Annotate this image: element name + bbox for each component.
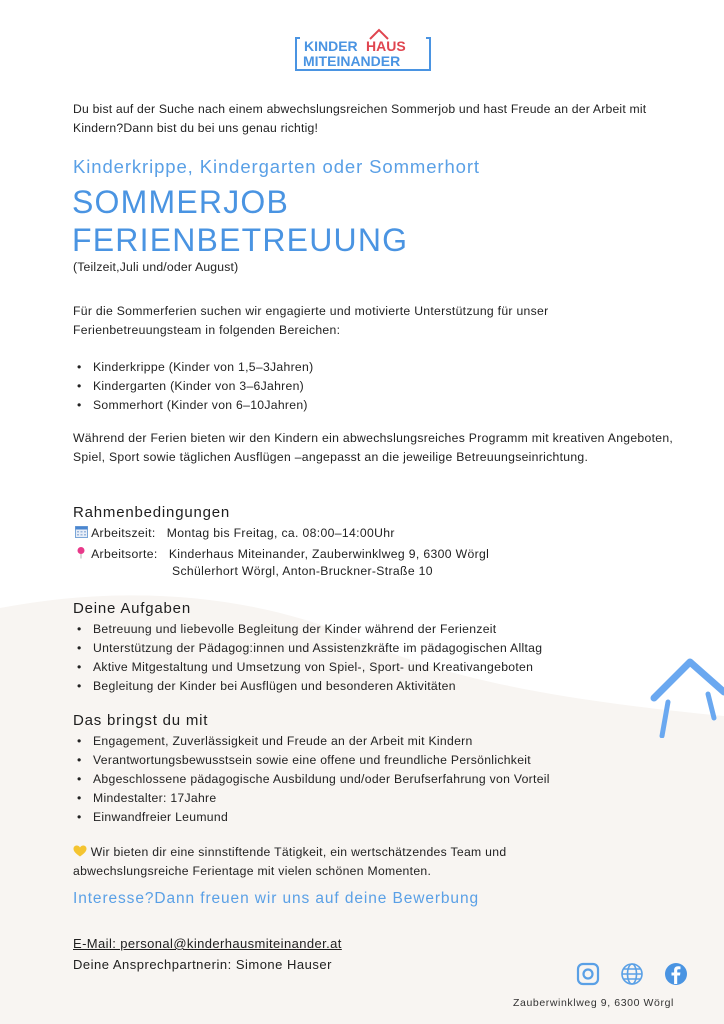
working-hours-label: Arbeitszeit: [91, 526, 156, 540]
instagram-icon[interactable] [576, 962, 600, 986]
svg-text:HAUS: HAUS [366, 38, 406, 54]
contact-person: Deine Ansprechpartnerin: Simone Hauser [73, 957, 332, 972]
heart-icon [73, 845, 87, 857]
offer-text: Wir bieten dir eine sinnstiftende Tätigkeit, ein wertschätzendes Team und abwechslungsreiche Ferientage mit vielen schönen Momenten. [73, 845, 507, 878]
list-item: • Verantwortungsbewusstsein sowie eine offene und freundliche Persönlichkeit [77, 751, 550, 770]
svg-text:MITEINANDER: MITEINANDER [303, 53, 401, 69]
house-icon [648, 658, 724, 738]
svg-text:KINDER: KINDER [304, 38, 358, 54]
list-item: • Mindestalter: 17Jahre [77, 789, 550, 808]
intro-paragraph: Für die Sommerferien suchen wir engagierte und motivierte Unterstützung für unser Ferienbetreuungsteam in folgenden Bereichen: [73, 304, 549, 337]
work-locations-label: Arbeitsorte: [91, 547, 158, 561]
work-location-2: Schülerhort Wörgl, Anton-Bruckner-Straße 10 [172, 564, 433, 578]
calendar-icon [75, 526, 88, 538]
list-item: • Kinderkrippe (Kinder von 1,5–3Jahren) [77, 358, 313, 377]
title-line-2: FERIENBETREUUNG [72, 222, 409, 258]
list-item: • Kindergarten (Kinder von 3–6Jahren) [77, 377, 313, 396]
list-item: • Betreuung und liebevolle Begleitung der Kinder während der Ferienzeit [77, 620, 542, 639]
requirements-list [77, 732, 550, 827]
footer-address: Zauberwinklweg 9, 6300 Wörgl [513, 997, 674, 1009]
conditions-heading: Rahmenbedingungen [73, 504, 231, 521]
work-location-1: Kinderhaus Miteinander, Zauberwinklweg 9, 6300 Wörgl [168, 547, 490, 561]
list-item: • Unterstützung der Pädagog:innen und Assistenzkräfte im pädagogischen Alltag [77, 639, 542, 658]
working-hours-value: Montag bis Freitag, ca. 08:00–14:00Uhr [166, 526, 395, 540]
list-item: • Abgeschlossene pädagogische Ausbildung und/oder Berufserfahrung von Vorteil [77, 770, 550, 789]
facebook-icon[interactable] [664, 962, 688, 986]
areas-list [77, 358, 313, 415]
title-note: (Teilzeit,Juli und/oder August) [73, 260, 239, 274]
list-item: • Begleitung der Kinder bei Ausflügen und besonderen Aktivitäten [77, 677, 542, 696]
list-item: • Aktive Mitgestaltung und Umsetzung von Spiel-, Sport- und Kreativangeboten [77, 658, 542, 677]
tasks-heading: Deine Aufgaben [73, 600, 191, 617]
offer-paragraph [73, 843, 593, 881]
title-line-1: SOMMERJOB [72, 184, 290, 220]
pin-icon [75, 546, 88, 559]
working-hours [75, 526, 395, 540]
logo [294, 26, 432, 74]
subtitle: Kinderkrippe, Kindergarten oder Sommerhort [73, 156, 480, 177]
list-item: • Sommerhort (Kinder von 6–10Jahren) [77, 396, 313, 415]
globe-icon[interactable] [620, 962, 644, 986]
tasks-list [77, 620, 542, 696]
list-item: • Einwandfreier Leumund [77, 808, 550, 827]
list-item: • Engagement, Zuverlässigkeit und Freude an der Arbeit mit Kindern [77, 732, 550, 751]
requirements-heading: Das bringst du mit [73, 712, 209, 729]
call-to-action: Interesse?Dann freuen wir uns auf deine Bewerbung [73, 890, 479, 907]
page-title [72, 183, 408, 259]
work-locations [75, 546, 489, 561]
intro-text: Du bist auf der Suche nach einem abwechslungsreichen Sommerjob und hast Freude an der Arbeit mit Kindern?Dann bist du bei uns genau richtig! [73, 102, 647, 135]
program-paragraph: Während der Ferien bieten wir den Kindern ein abwechslungsreiches Programm mit kreativen Angeboten, Spiel, Sport sowie täglichen Ausflügen –angepasst an die jeweilige Betreuungseinrichtung. [73, 431, 674, 464]
email-link[interactable]: E-Mail: personal@kinderhausmiteinander.at [73, 936, 342, 951]
